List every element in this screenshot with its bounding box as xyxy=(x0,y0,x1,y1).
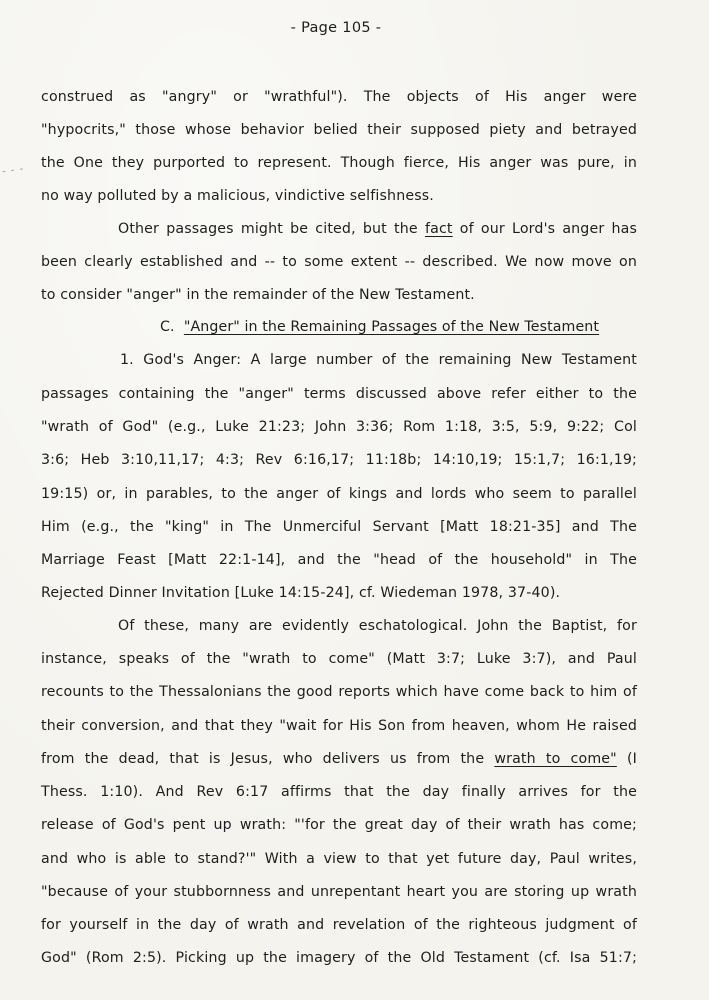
text-line: Of these, many are evidently eschatological. John the Baptist, for xyxy=(118,618,637,634)
text-line: the One they purported to represent. Though fierce, His anger was pure, in xyxy=(41,155,637,171)
text-line: "because of your stubbornness and unrepentant heart you are storing up wrath xyxy=(41,884,637,900)
text-line: 19:15) or, in parables, to the anger of kings and lords who seem to parallel xyxy=(41,486,637,502)
text-line: passages containing the "anger" terms discussed above refer either to the xyxy=(41,386,637,402)
text-line: "wrath of God" (e.g., Luke 21:23; John 3:36; Rom 1:18, 3:5, 5:9, 9:22; Col xyxy=(41,419,637,435)
text-line: Him (e.g., the "king" in The Unmerciful Servant [Matt 18:21-35] and The xyxy=(41,519,637,535)
underlined-word-fact: fact xyxy=(424,221,453,237)
text-line: Thess. 1:10). And Rev 6:17 affirms that the day finally arrives for the xyxy=(41,784,637,800)
text-line: recounts to the Thessalonians the good reports which have come back to him of xyxy=(41,684,637,700)
text-line: 1. God's Anger: A large number of the remaining New Testament xyxy=(120,352,637,368)
text-line xyxy=(118,219,637,239)
text-segment: (I xyxy=(626,751,638,767)
section-heading xyxy=(160,317,630,337)
margin-mark: - - - xyxy=(1,163,25,178)
text-segment: Other passages might be cited, but the xyxy=(118,221,418,237)
underlined-phrase-wrath-to-come: wrath to come" xyxy=(494,751,617,767)
text-line: 3:6; Heb 3:10,11,17; 4:3; Rev 6:16,17; 11:18b; 14:10,19; 15:1,7; 16:1,19; xyxy=(41,452,637,468)
text-line: instance, speaks of the "wrath to come" (Matt 3:7; Luke 3:7), and Paul xyxy=(41,651,637,667)
section-letter: C. xyxy=(160,319,175,335)
text-segment: from the dead, that is Jesus, who delivers us from the xyxy=(41,751,485,767)
text-line: "hypocrits," those whose behavior belied their supposed piety and betrayed xyxy=(41,122,637,138)
text-line: for yourself in the day of wrath and revelation of the righteous judgment of xyxy=(41,917,637,933)
text-line: no way polluted by a malicious, vindictive selfishness. xyxy=(41,188,434,204)
text-line: been clearly established and -- to some extent -- described. We now move on xyxy=(41,254,637,270)
text-line: and who is able to stand?'" With a view to that yet future day, Paul writes, xyxy=(41,851,637,867)
page-header: - Page 105 - xyxy=(290,20,382,36)
section-title: "Anger" in the Remaining Passages of the New Testament xyxy=(183,319,600,335)
text-segment: of our Lord's anger has xyxy=(459,221,638,237)
text-line: construed as "angry" or "wrathful"). The objects of His anger were xyxy=(41,89,637,105)
text-line: God" (Rom 2:5). Picking up the imagery of the Old Testament (cf. Isa 51:7; xyxy=(41,950,637,966)
text-line: Rejected Dinner Invitation [Luke 14:15-24], cf. Wiedeman 1978, 37-40). xyxy=(41,585,561,601)
text-line: to consider "anger" in the remainder of the New Testament. xyxy=(41,287,475,303)
text-line: their conversion, and that they "wait for His Son from heaven, whom He raised xyxy=(41,718,637,734)
text-line xyxy=(41,749,637,769)
text-line: release of God's pent up wrath: "'for the great day of their wrath has come; xyxy=(41,817,637,833)
text-line: Marriage Feast [Matt 22:1-14], and the "head of the household" in The xyxy=(41,552,637,568)
